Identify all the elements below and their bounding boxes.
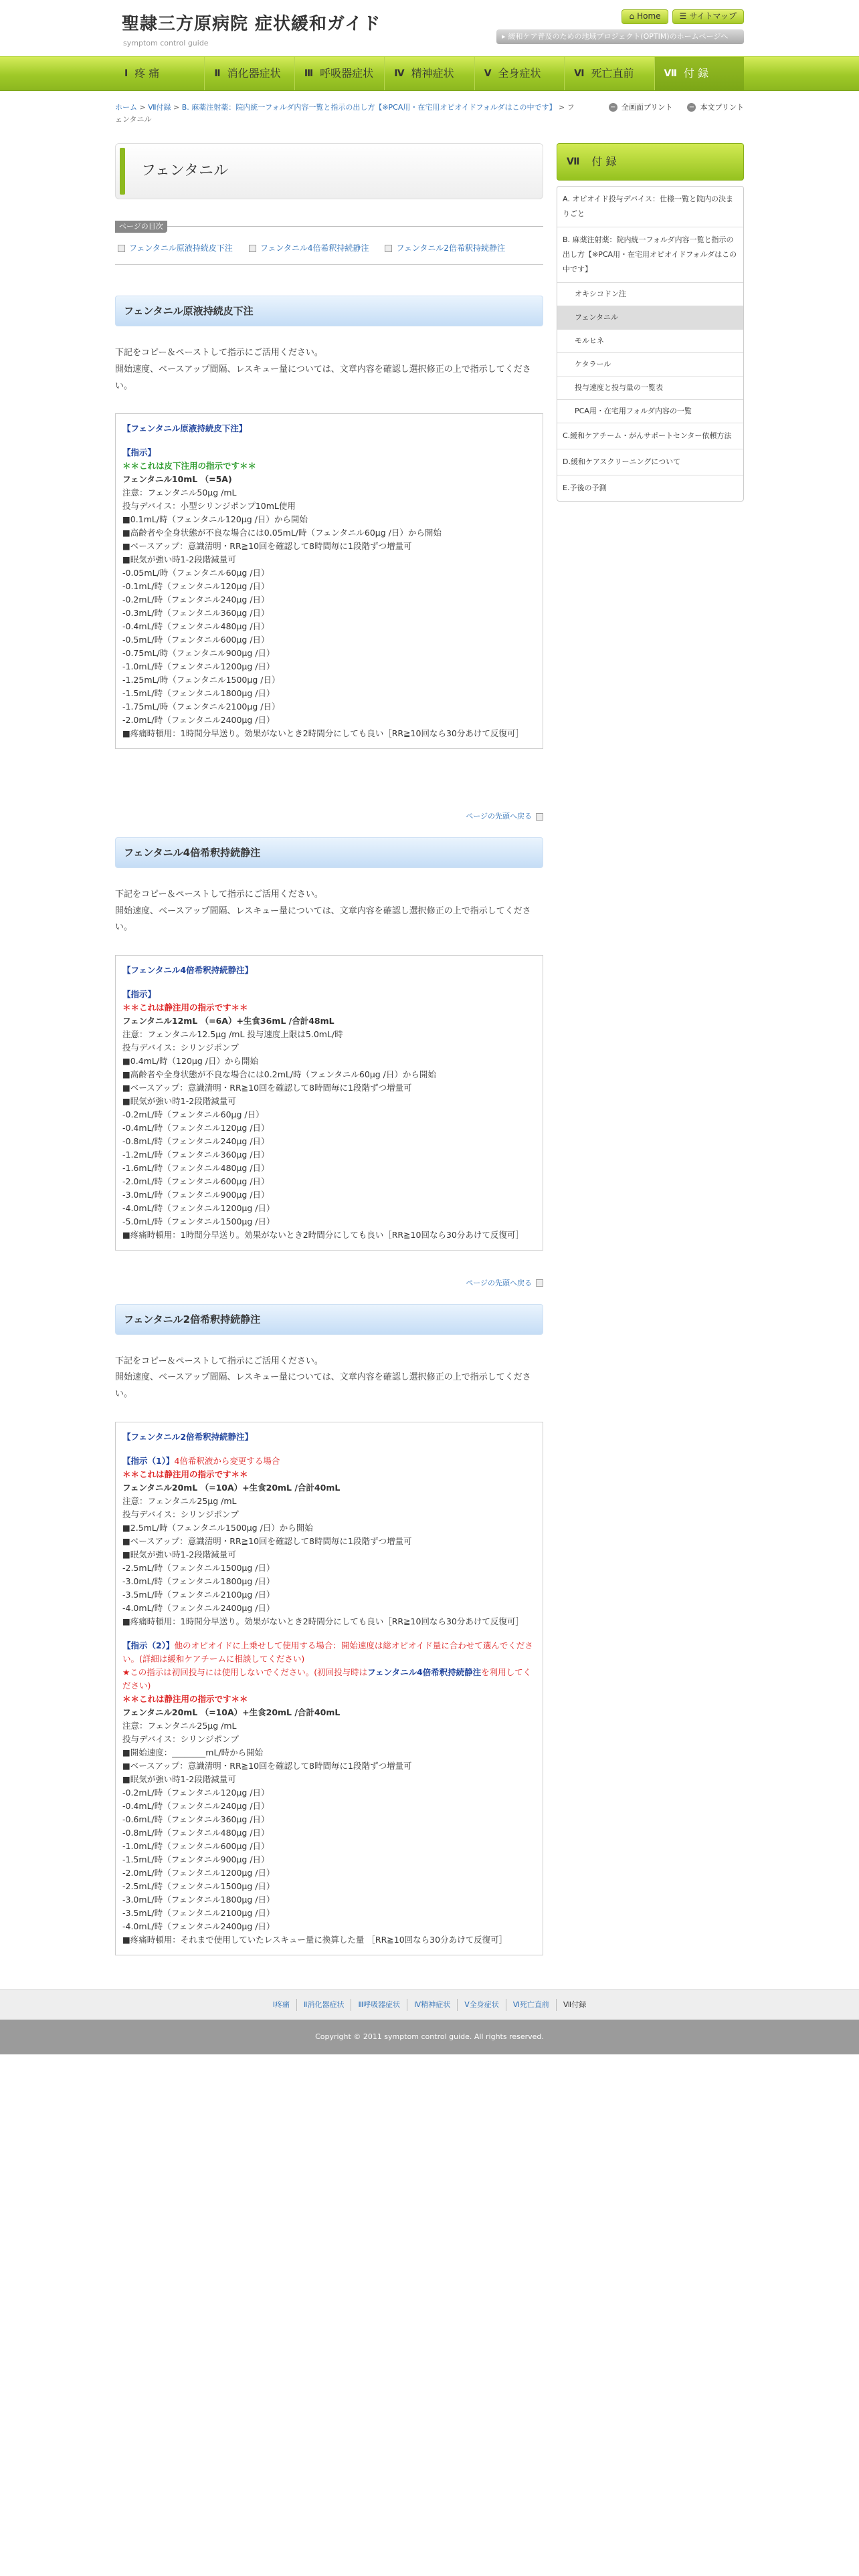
sidebar-item-9[interactable]: C.緩和ケアチーム・がんサポートセンター依頼方法: [557, 423, 743, 449]
footer-nav-item-7[interactable]: Ⅶ付録: [556, 1999, 593, 2011]
print-icon: −: [609, 103, 617, 112]
home-icon: ⌂: [629, 11, 635, 21]
footer-nav: [0, 1989, 859, 2020]
order-line: -1.0mL/時（フェンタニル1200μg /日）: [122, 661, 275, 672]
order-line: 注意：フェンタニル25μg /mL: [122, 1720, 237, 1731]
toc-link-2[interactable]: フェンタニル4倍希釈持続静注: [249, 242, 369, 255]
sidebar-header[interactable]: Ⅶ 付 録: [557, 143, 744, 181]
order-line: -0.05mL/時（フェンタニル60μg /日）: [122, 568, 270, 578]
print-body-button[interactable]: − 本文プリント: [687, 102, 744, 114]
sidebar-item-6[interactable]: ケタラール: [557, 353, 743, 377]
order-line: -2.5mL/時（フェンタニル1500μg /日）: [122, 1562, 275, 1573]
order-line: -0.2mL/時（フェンタニル120μg /日）: [122, 1787, 270, 1798]
breadcrumb-current: フェンタニル: [115, 103, 575, 124]
order-line: 投与デバイス：シリンジポンプ: [122, 1043, 239, 1053]
sidebar-item-4[interactable]: フェンタニル: [557, 306, 743, 330]
sidebar-item-5[interactable]: モルヒネ: [557, 330, 743, 353]
site-header: [0, 0, 859, 56]
order-line: ■2.5mL/時（フェンタニル1500μg /日）から開始: [122, 1522, 313, 1533]
section-subcutaneous: フェンタニル原液持続皮下注 下記をコピー＆ペーストして指示にご活用ください。 開始速度、ベースアップ間隔、レスキュー量については、文章内容を確認し選択修正の上で指示してください。 【フェンタニル原液持続皮下注】 【指示】 ＊＊これは皮下注用の指示です＊＊ フェンタニル10mL （=5A) 注意：フェンタニル50μg /mL 投与デバイス：小型シリンジポンプ10mL使用 ■0.1mL/時（フェンタニル120μg /日）から開始 ■高齢者や全身状態が不良な場合には0.05mL/時（フェンタニル60μg /日）から開始 ■ベースアップ：意識清明・RR≧10回を確認して8時間毎に1段階ずつ増量可 ■眠気が強い時1-2段階減量可 -0.05mL/時（フェンタニル60μg /日） -0.1mL/時（フェンタニル120μg /日） -0.2mL/時（フェンタニル240μg /日） -0.3mL/時（フェンタニル360μg /日） -0.4mL/時（フェンタニル480μg /日） -0.5mL/時（フェンタニル600μg /日） -0.75mL/時（フェンタニル900μg /日） -1.0mL/時（フェンタニル1200μg /日） -1.25mL/時（フェンタニル1500μg /日） -1.5mL/時（フェンタニル1800μg /日） -1.75mL/時（フェンタニル2100μg /日） -2.0mL/時（フェンタニル2400μg /日） ■疼痛時頓用：1時間分早送り。効果がないとき2時間分にしても良い［RR≧10回なら30分あけて反復可］ ページの先頭へ戻る: [115, 296, 543, 823]
footer-nav-item-6[interactable]: Ⅵ死亡直前: [506, 1999, 556, 2011]
order-line: ■開始速度：________mL/時から開始: [122, 1747, 264, 1757]
square-icon: [385, 245, 392, 252]
order-line: 投与デバイス：シリンジポンプ: [122, 1733, 239, 1744]
breadcrumb: ホーム > Ⅶ付録 > B. 麻薬注射薬：院内統一フォルダ内容一覧と指示の出し方【※PCA用・在宅用オピオイドフォルダはこの中です】 > フェンタニル − 全画面プリント − 本文プリント: [115, 103, 744, 124]
footer-nav-item-3[interactable]: Ⅲ呼吸器症状: [351, 1999, 407, 2011]
order-line: ■眠気が強い時1-2段階減量可: [122, 1096, 236, 1107]
main-content: [115, 143, 543, 1955]
order-line: -0.2mL/時（フェンタニル60μg /日）: [122, 1109, 264, 1120]
arrow-icon: ▸: [502, 32, 506, 41]
order-line: -1.6mL/時（フェンタニル480μg /日）: [122, 1163, 270, 1174]
order-line: -0.8mL/時（フェンタニル480μg /日）: [122, 1827, 270, 1838]
page-header: [115, 143, 543, 199]
order-line: -3.5mL/時（フェンタニル2100μg /日）: [122, 1907, 275, 1918]
order-line: 投与デバイス：シリンジポンプ: [122, 1509, 239, 1519]
footer-nav-item-2[interactable]: Ⅱ消化器症状: [296, 1999, 351, 2011]
order-line: -0.4mL/時（フェンタニル480μg /日）: [122, 621, 270, 632]
order-line: -3.0mL/時（フェンタニル900μg /日）: [122, 1190, 270, 1200]
section-2x-iv: フェンタニル2倍希釈持続静注 下記をコピー＆ペーストして指示にご活用ください。 開始速度、ベースアップ間隔、レスキュー量については、文章内容を確認し選択修正の上で指示してください。 【フェンタニル2倍希釈持続静注】 【指示（1）】4倍希釈液から変更する場合 ＊＊これは静注用の指示です＊＊ フェンタニル20mL （=10A）+生食20mL /合計40mL 注意：フェンタニル25μg /mL 投与デバイス：シリンジポンプ ■2.5mL/時（フェンタニル1500μg /日）から開始 ■ベースアップ：意識清明・RR≧10回を確認して8時間毎に1段階ずつ増量可 ■眠気が強い時1-2段階減量可 -2.5mL/時（フェンタニル1500μg /日） -3.0mL/時（フェンタニル1800μg /日） -3.5mL/時（フェンタニル2100μg /日） -4.0mL/時（フェンタニル2400μg /日） ■疼痛時頓用：1時間分早送り。効果がないとき2時間分にしても良い［RR≧10回なら30分あけて反復可］ 【指示（2）】他のオピオイドに上乗せして使用する場合：開始速度は総オピオイド量に合わせて選んでください。(詳細は緩和ケアチームに相談してください) ★この指示は初回投与には使用しないでください。(初回投与時はフェンタニル4倍希釈持続静注を利用してください) ＊＊これは静注用の指示です＊＊ フェンタニル20mL （=10A）+生食20mL /合計40mL 注意：フェンタニル25μg /mL 投与デバイス：シリンジポンプ ■開始速度：________mL/時から開始 ■ベースアップ：意識清明・RR≧10回を確認して8時間毎に1段階ずつ増量可 ■眠気が強い時1-2段階減量可 -0.2mL/時（フェンタニル120μg /日） -0.4mL/時（フェンタニル240μg /日） -0.6mL/時（フェンタニル360μg /日） -0.8mL/時（フェンタニル480μg /日） -1.0mL/時（フェンタニル600μg /日） -1.5mL/時（フェンタニル900μg /日） -2.0mL/時（フェンタニル1200μg /日） -2.5mL/時（フェンタニル1500μg /日） -3.0mL/時（フェンタニル1800μg /日） -3.5mL/時（フェンタニル2100μg /日） -4.0mL/時（フェンタニル2400μg /日） ■疼痛時頓用：それまで使用していたレスキュー量に換算した量 ［RR≧10回なら30分あけて反復可］: [115, 1304, 543, 1955]
go-top-link[interactable]: ページの先頭へ戻る: [115, 811, 543, 823]
sidebar-menu: [557, 186, 744, 502]
nav-item-2[interactable]: Ⅱ 消化器症状: [204, 57, 294, 90]
square-icon: [249, 245, 256, 252]
up-icon: [536, 1279, 543, 1287]
warn-link[interactable]: フェンタニル4倍希釈持続静注: [367, 1667, 482, 1677]
footer-nav-item-1[interactable]: Ⅰ疼痛: [272, 2000, 290, 2010]
order-line: -2.5mL/時（フェンタニル1500μg /日）: [122, 1881, 275, 1891]
toc-link-1[interactable]: フェンタニル原液持続皮下注: [118, 242, 233, 255]
site-subtitle: symptom control guide: [123, 39, 209, 47]
order-line: -1.5mL/時（フェンタニル1800μg /日）: [122, 688, 275, 699]
order-line: -1.0mL/時（フェンタニル600μg /日）: [122, 1840, 270, 1851]
order-line: -4.0mL/時（フェンタニル2400μg /日）: [122, 1921, 275, 1931]
global-nav: [0, 56, 859, 91]
order-line: -0.2mL/時（フェンタニル240μg /日）: [122, 595, 270, 605]
sidebar-item-1[interactable]: A. オピオイド投与デバイス：仕様一覧と院内の決まりごと: [557, 187, 743, 227]
order-line: -0.1mL/時（フェンタニル120μg /日）: [122, 581, 270, 592]
optim-link[interactable]: ▸ 緩和ケア普及のための地域プロジェクト(OPTIM)のホームページへ: [496, 29, 744, 44]
nav-item-3[interactable]: Ⅲ 呼吸器症状: [294, 57, 384, 90]
order-line: -0.8mL/時（フェンタニル240μg /日）: [122, 1136, 270, 1147]
order-line: ■高齢者や全身状態が不良な場合には0.05mL/時（フェンタニル60μg /日）から開始: [122, 528, 442, 538]
home-button[interactable]: ⌂ Home: [622, 9, 668, 24]
order-line: -1.2mL/時（フェンタニル360μg /日）: [122, 1150, 270, 1160]
footer: [0, 2020, 859, 2054]
breadcrumb-home[interactable]: ホーム: [115, 103, 137, 112]
order-line: ■ベースアップ：意識清明・RR≧10回を確認して8時間毎に1段階ずつ増量可: [122, 1083, 412, 1093]
order-line: -2.0mL/時（フェンタニル1200μg /日）: [122, 1867, 275, 1878]
sidebar-item-2[interactable]: B. 麻薬注射薬：院内統一フォルダ内容一覧と指示の出し方【※PCA用・在宅用オピオイドフォルダはこの中です】: [557, 227, 743, 283]
nav-item-5[interactable]: Ⅴ 全身症状: [474, 57, 564, 90]
sidebar-item-10[interactable]: D.緩和ケアスクリーニングについて: [557, 449, 743, 475]
order-line: -1.75mL/時（フェンタニル2100μg /日）: [122, 702, 280, 712]
sidebar-item-7[interactable]: 投与速度と投与量の一覧表: [557, 377, 743, 400]
nav-item-7[interactable]: Ⅶ 付 録: [654, 57, 744, 90]
nav-item-4[interactable]: Ⅳ 精神症状: [384, 57, 474, 90]
order-line: ■疼痛時頓用：1時間分早送り。効果がないとき2時間分にしても良い［RR≧10回なら30分あけて反復可］: [122, 1230, 524, 1241]
order-box: 【フェンタニル2倍希釈持続静注】 【指示（1）】4倍希釈液から変更する場合 ＊＊これは静注用の指示です＊＊ フェンタニル20mL （=10A）+生食20mL /合計40mL 注意：フェンタニル25μg /mL 投与デバイス：シリンジポンプ ■2.5mL/時（フェンタニル1500μg /日）から開始 ■ベースアップ：意識清明・RR≧10回を確認して8時間毎に1段階ずつ増量可 ■眠気が強い時1-2段階減量可 -2.5mL/時（フェンタニル1500μg /日） -3.0mL/時（フェンタニル1800μg /日） -3.5mL/時（フェンタニル2100μg /日） -4.0mL/時（フェンタニル2400μg /日） ■疼痛時頓用：1時間分早送り。効果がないとき2時間分にしても良い［RR≧10回なら30分あけて反復可］ 【指示（2）】他のオピオイドに上乗せして使用する場合：開始速度は総オピオイド量に合わせて選んでください。(詳細は緩和ケアチームに相談してください) ★この指示は初回投与には使用しないでください。(初回投与時はフェンタニル4倍希釈持続静注を利用してください) ＊＊これは静注用の指示です＊＊ フェンタニル20mL （=10A）+生食20mL /合計40mL 注意：フェンタニル25μg /mL 投与デバイス：シリンジポンプ ■開始速度：________mL/時から開始 ■ベースアップ：意識清明・RR≧10回を確認して8時間毎に1段階ずつ増量可 ■眠気が強い時1-2段階減量可 -0.2mL/時（フェンタニル120μg /日） -0.4mL/時（フェンタニル240μg /日） -0.6mL/時（フェンタニル360μg /日） -0.8mL/時（フェンタニル480μg /日） -1.0mL/時（フェンタニル600μg /日） -1.5mL/時（フェンタニル900μg /日） -2.0mL/時（フェンタニル1200μg /日） -2.5mL/時（フェンタニル1500μg /日） -3.0mL/時（フェンタニル1800μg /日） -3.5mL/時（フェンタニル2100μg /日） -4.0mL/時（フェンタニル2400μg /日） ■疼痛時頓用：それまで使用していたレスキュー量に換算した量 ［RR≧10回なら30分あけて反復可］: [115, 1422, 543, 1955]
order-line: ■眠気が強い時1-2段階減量可: [122, 1774, 236, 1784]
up-icon: [536, 813, 543, 821]
square-icon: [118, 245, 125, 252]
sidebar-item-8[interactable]: PCA用・在宅用フォルダ内容の一覧: [557, 400, 743, 423]
sitemap-button[interactable]: ☰ サイトマップ: [672, 9, 744, 24]
order-line: ■疼痛時頓用：1時間分早送り。効果がないとき2時間分にしても良い［RR≧10回なら30分あけて反復可］: [122, 1616, 524, 1626]
section-4x-iv: フェンタニル4倍希釈持続静注 下記をコピー＆ペーストして指示にご活用ください。 開始速度、ベースアップ間隔、レスキュー量については、文章内容を確認し選択修正の上で指示してください。 【フェンタニル4倍希釈持続静注】 【指示】 ＊＊これは静注用の指示です＊＊ フェンタニル12mL （=6A）+生食36mL /合計48mL 注意：フェンタニル12.5μg /mL 投与速度上限は5.0mL/時 投与デバイス：シリンジポンプ ■0.4mL/時（120μg /日）から開始 ■高齢者や全身状態が不良な場合には0.2mL/時（フェンタニル60μg /日）から開始 ■ベースアップ：意識清明・RR≧10回を確認して8時間毎に1段階ずつ増量可 ■眠気が強い時1-2段階減量可 -0.2mL/時（フェンタニル60μg /日） -0.4mL/時（フェンタニル120μg /日） -0.8mL/時（フェンタニル240μg /日） -1.2mL/時（フェンタニル360μg /日） -1.6mL/時（フェンタニル480μg /日） -2.0mL/時（フェンタニル600μg /日） -3.0mL/時（フェンタニル900μg /日） -4.0mL/時（フェンタニル1200μg /日） -5.0mL/時（フェンタニル1500μg /日） ■疼痛時頓用：1時間分早送り。効果がないとき2時間分にしても良い［RR≧10回なら30分あけて反復可］ ページの先頭へ戻る: [115, 837, 543, 1289]
sitemap-icon: ☰: [679, 11, 687, 21]
order-line: -2.0mL/時（フェンタニル600μg /日）: [122, 1176, 270, 1187]
order-line: ■0.4mL/時（120μg /日）から開始: [122, 1056, 258, 1067]
order-line: 注意：フェンタニル25μg /mL: [122, 1495, 237, 1506]
order-line: -0.3mL/時（フェンタニル360μg /日）: [122, 608, 270, 619]
order-line: ■眠気が強い時1-2段階減量可: [122, 1549, 236, 1560]
page-toc: [115, 222, 543, 265]
order-box: 【フェンタニル4倍希釈持続静注】 【指示】 ＊＊これは静注用の指示です＊＊ フェンタニル12mL （=6A）+生食36mL /合計48mL 注意：フェンタニル12.5μg /mL 投与速度上限は5.0mL/時 投与デバイス：シリンジポンプ ■0.4mL/時（120μg /日）から開始 ■高齢者や全身状態が不良な場合には0.2mL/時（フェンタニル60μg /日）から開始 ■ベースアップ：意識清明・RR≧10回を確認して8時間毎に1段階ずつ増量可 ■眠気が強い時1-2段階減量可 -0.2mL/時（フェンタニル60μg /日） -0.4mL/時（フェンタニル120μg /日） -0.8mL/時（フェンタニル240μg /日） -1.2mL/時（フェンタニル360μg /日） -1.6mL/時（フェンタニル480μg /日） -2.0mL/時（フェンタニル600μg /日） -3.0mL/時（フェンタニル900μg /日） -4.0mL/時（フェンタニル1200μg /日） -5.0mL/時（フェンタニル1500μg /日） ■疼痛時頓用：1時間分早送り。効果がないとき2時間分にしても良い［RR≧10回なら30分あけて反復可］: [115, 955, 543, 1251]
nav-item-1[interactable]: Ⅰ 疼 痛: [124, 67, 160, 80]
order-line: -0.75mL/時（フェンタニル900μg /日）: [122, 648, 275, 659]
order-line: ■高齢者や全身状態が不良な場合には0.2mL/時（フェンタニル60μg /日）から開始: [122, 1069, 436, 1080]
order-line: -0.5mL/時（フェンタニル600μg /日）: [122, 635, 270, 645]
order-line: -3.5mL/時（フェンタニル2100μg /日）: [122, 1589, 275, 1600]
toc-link-3[interactable]: フェンタニル2倍希釈持続静注: [385, 242, 505, 255]
order-line: ■ベースアップ：意識清明・RR≧10回を確認して8時間毎に1段階ずつ増量可: [122, 1535, 412, 1546]
order-line: 投与デバイス：小型シリンジポンプ10mL使用: [122, 501, 296, 512]
print-icon: −: [687, 103, 696, 112]
order-box: 【フェンタニル原液持続皮下注】 【指示】 ＊＊これは皮下注用の指示です＊＊ フェンタニル10mL （=5A) 注意：フェンタニル50μg /mL 投与デバイス：小型シリンジポンプ10mL使用 ■0.1mL/時（フェンタニル120μg /日）から開始 ■高齢者や全身状態が不良な場合には0.05mL/時（フェンタニル60μg /日）から開始 ■ベースアップ：意識清明・RR≧10回を確認して8時間毎に1段階ずつ増量可 ■眠気が強い時1-2段階減量可 -0.05mL/時（フェンタニル60μg /日） -0.1mL/時（フェンタニル120μg /日） -0.2mL/時（フェンタニル240μg /日） -0.3mL/時（フェンタニル360μg /日） -0.4mL/時（フェンタニル480μg /日） -0.5mL/時（フェンタニル600μg /日） -0.75mL/時（フェンタニル900μg /日） -1.0mL/時（フェンタニル1200μg /日） -1.25mL/時（フェンタニル1500μg /日） -1.5mL/時（フェンタニル1800μg /日） -1.75mL/時（フェンタニル2100μg /日） -2.0mL/時（フェンタニル2400μg /日） ■疼痛時頓用：1時間分早送り。効果がないとき2時間分にしても良い［RR≧10回なら30分あけて反復可］: [115, 413, 543, 749]
order-line: ■ベースアップ：意識清明・RR≧10回を確認して8時間毎に1段階ずつ増量可: [122, 1760, 412, 1771]
order-line: -0.4mL/時（フェンタニル240μg /日）: [122, 1800, 270, 1811]
breadcrumb-section-b[interactable]: B. 麻薬注射薬：院内統一フォルダ内容一覧と指示の出し方【※PCA用・在宅用オピオイドフォルダはこの中です】: [181, 103, 557, 112]
copyright: Copyright © 2011 symptom control guide. All rights reserved.: [315, 2032, 544, 2042]
footer-nav-item-4[interactable]: Ⅳ精神症状: [407, 1999, 457, 2011]
nav-item-6[interactable]: Ⅵ 死亡直前: [564, 57, 654, 90]
order-line: ■ベースアップ：意識清明・RR≧10回を確認して8時間毎に1段階ずつ増量可: [122, 541, 412, 552]
order-line: -5.0mL/時（フェンタニル1500μg /日）: [122, 1216, 275, 1227]
site-title[interactable]: 聖隷三方原病院 症状緩和ガイド: [122, 14, 381, 34]
page-title: フェンタニル: [141, 163, 229, 180]
section-title: フェンタニル2倍希釈持続静注: [115, 1304, 543, 1335]
order-line: -2.0mL/時（フェンタニル2400μg /日）: [122, 715, 275, 726]
go-top-link[interactable]: ページの先頭へ戻る: [115, 1277, 543, 1289]
toc-label: ページの目次: [115, 221, 167, 233]
order-line: -4.0mL/時（フェンタニル1200μg /日）: [122, 1203, 275, 1214]
sidebar-item-3[interactable]: オキシコドン注: [557, 283, 743, 306]
section-title: フェンタニル4倍希釈持続静注: [115, 837, 543, 868]
print-all-button[interactable]: − 全画面プリント: [609, 102, 673, 114]
breadcrumb-appendix[interactable]: Ⅶ付録: [148, 103, 171, 112]
order-line: -4.0mL/時（フェンタニル2400μg /日）: [122, 1602, 275, 1613]
order-line: -1.25mL/時（フェンタニル1500μg /日）: [122, 675, 280, 685]
order-line: ■0.1mL/時（フェンタニル120μg /日）から開始: [122, 514, 308, 525]
order-line: -3.0mL/時（フェンタニル1800μg /日）: [122, 1576, 275, 1586]
section-title: フェンタニル原液持続皮下注: [115, 296, 543, 326]
sidebar: [557, 143, 744, 502]
order-line: ■眠気が強い時1-2段階減量可: [122, 554, 236, 565]
order-line: 注意：フェンタニル12.5μg /mL 投与速度上限は5.0mL/時: [122, 1029, 343, 1040]
order-line: ■疼痛時頓用：1時間分早送り。効果がないとき2時間分にしても良い［RR≧10回なら30分あけて反復可］: [122, 728, 524, 739]
order-line: -0.4mL/時（フェンタニル120μg /日）: [122, 1123, 270, 1134]
order-line: -3.0mL/時（フェンタニル1800μg /日）: [122, 1894, 275, 1905]
order-line: 注意：フェンタニル50μg /mL: [122, 488, 237, 498]
order-line: -1.5mL/時（フェンタニル900μg /日）: [122, 1854, 270, 1864]
order-line: ■疼痛時頓用：それまで使用していたレスキュー量に換算した量 ［RR≧10回なら30分あけて反復可］: [122, 1934, 508, 1945]
footer-nav-item-5[interactable]: Ⅴ全身症状: [457, 1999, 506, 2011]
sidebar-item-11[interactable]: E.予後の予測: [563, 484, 607, 492]
order-line: -0.6mL/時（フェンタニル360μg /日）: [122, 1814, 270, 1824]
